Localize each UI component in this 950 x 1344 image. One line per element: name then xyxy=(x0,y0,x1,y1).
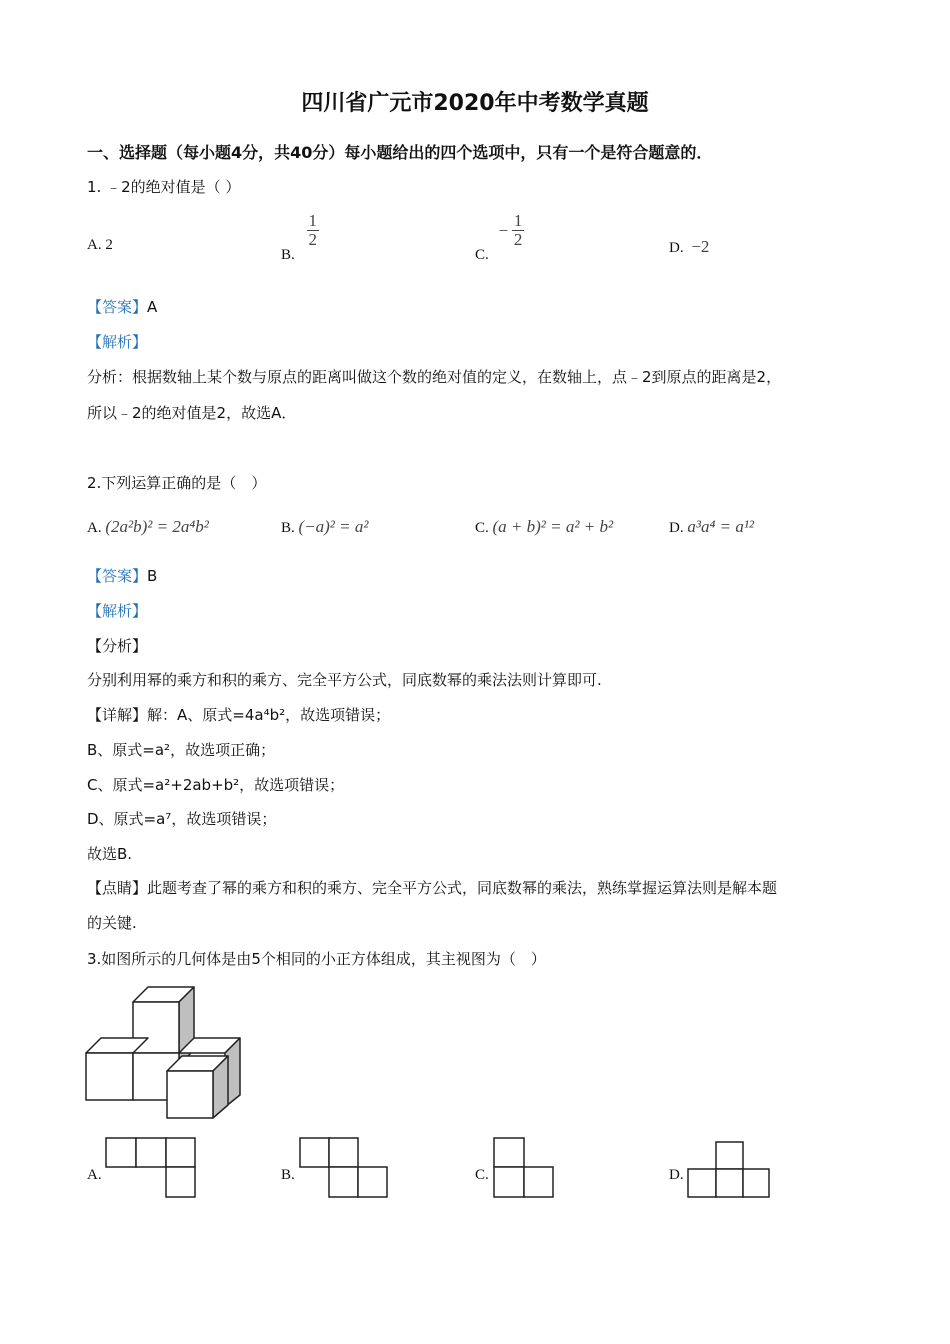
q1-answer-value: A xyxy=(147,298,158,316)
q1-option-c-fraction xyxy=(512,212,525,249)
page-title: 四川省广元市2020年中考数学真题 xyxy=(301,91,649,116)
q2-option-c-label: C. xyxy=(475,520,489,536)
q2-answer-value: B xyxy=(147,567,158,585)
q1-option-c-denominator: 2 xyxy=(513,230,523,249)
q1-option-c-label: C. xyxy=(475,246,489,263)
q1-stem: 1. ﹣2的绝对值是（ ） xyxy=(87,178,241,196)
q3-option-d-view xyxy=(687,1141,771,1199)
q1-answer xyxy=(87,296,157,317)
q2-conclusion: 故选B. xyxy=(87,845,133,863)
q3-option-a-label: A. xyxy=(87,1167,102,1183)
q2-detail-c: C、原式=a²+2ab+b²，故选项错误； xyxy=(87,776,345,794)
q2-detail-d: D、原式=a⁷，故选项错误； xyxy=(87,810,277,828)
q2-stem: 2.下列运算正确的是（ ） xyxy=(87,474,267,492)
q1-option-d-value: −2 xyxy=(691,237,710,256)
q3-front-cube-front-face xyxy=(167,1071,213,1118)
q2-option-d-label: D. xyxy=(669,520,684,536)
q3-option-c-label: C. xyxy=(475,1167,489,1183)
q1-option-d-label: D. xyxy=(669,240,684,256)
q1-option-b xyxy=(281,211,319,263)
q1-option-b-denominator: 2 xyxy=(308,230,318,249)
q1-analysis-tag: 【解析】 xyxy=(87,333,148,351)
q3-option-b-view xyxy=(299,1137,389,1199)
q3-option-d-label: D. xyxy=(669,1167,684,1183)
q2-answer xyxy=(87,565,157,586)
q2-option-d-expr: a³a⁴ = a¹² xyxy=(687,517,755,536)
q2-fenxi-tag: 【分析】 xyxy=(87,637,148,655)
q1-analysis-line1: 分析：根据数轴上某个数与原点的距离叫做这个数的绝对值的定义，在数轴上，点﹣2到原点的距离是2， xyxy=(87,368,782,386)
q2-option-a-expr: (2a²b)² = 2a⁴b² xyxy=(105,517,209,536)
q1-option-c-sign: − xyxy=(498,220,509,240)
q3-left-cube-front-face xyxy=(86,1053,133,1100)
q2-detail-b: B、原式=a²，故选项正确； xyxy=(87,741,276,759)
q2-option-c xyxy=(475,517,613,537)
q1-option-a: A. 2 xyxy=(87,237,113,253)
q2-dianjing-line2: 的关键. xyxy=(87,914,137,932)
q2-option-a-label: A. xyxy=(87,520,102,536)
q2-option-b-label: B. xyxy=(281,520,295,536)
q1-analysis-line2: 所以﹣2的绝对值是2，故选A． xyxy=(87,404,297,422)
q1-option-d xyxy=(669,237,709,257)
q2-dianjing-line1: 【点睛】此题考查了幂的乘方和积的乘方、完全平方公式，同底数幂的乘法，熟练掌握运算法则是解本题 xyxy=(87,879,778,897)
q3-option-c-view xyxy=(493,1137,555,1199)
q2-option-a xyxy=(87,517,209,537)
q2-detail-a: 【详解】解：A、原式=4a⁴b²，故选项错误； xyxy=(87,706,391,724)
q2-option-b xyxy=(281,517,368,537)
q3-option-a-view xyxy=(105,1137,197,1199)
q2-answer-tag: 【答案】 xyxy=(87,567,148,585)
q3-stem: 3.如图所示的几何体是由5个相同的小正方体组成，其主视图为（ ） xyxy=(87,950,546,968)
q1-answer-tag: 【答案】 xyxy=(87,298,148,316)
q1-option-b-numerator: 1 xyxy=(308,211,318,230)
q2-option-c-expr: (a + b)² = a² + b² xyxy=(492,517,614,536)
q2-analysis-tag: 【解析】 xyxy=(87,602,148,620)
section-heading: 一、选择题（每小题4分，共40分）每小题给出的四个选项中，只有一个是符合题意的． xyxy=(87,143,713,162)
q2-fenxi-text: 分别利用幂的乘方和积的乘方、完全平方公式，同底数幂的乘法法则计算即可. xyxy=(87,671,602,689)
q1-option-c xyxy=(475,211,524,263)
q2-option-b-expr: (−a)² = a² xyxy=(298,517,369,536)
q1-option-b-label: B. xyxy=(281,246,295,263)
q3-solid-figure xyxy=(84,985,246,1122)
q1-option-c-numerator: 1 xyxy=(513,211,523,230)
q2-option-d xyxy=(669,517,754,537)
q3-option-b-label: B. xyxy=(281,1167,295,1183)
q1-option-b-fraction xyxy=(307,212,320,249)
